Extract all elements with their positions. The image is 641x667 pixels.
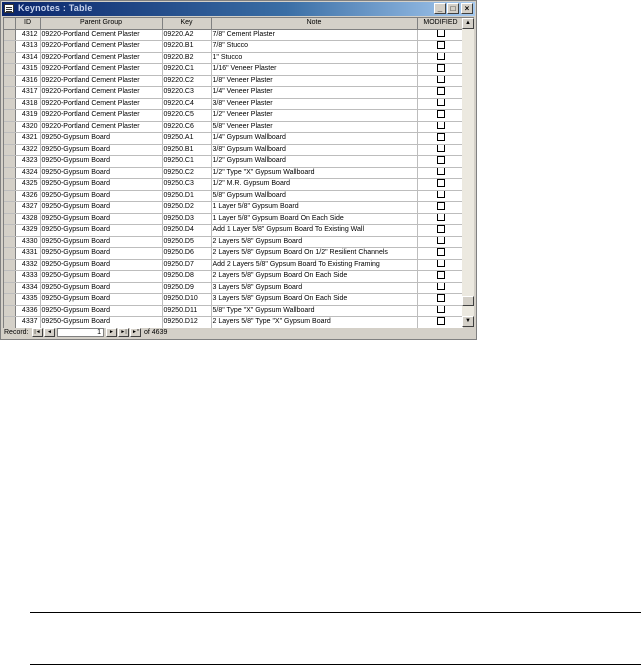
modified-checkbox[interactable] (437, 29, 445, 37)
cell-modified (417, 87, 463, 99)
row-selector[interactable] (4, 294, 15, 306)
row-selector[interactable] (4, 213, 15, 225)
cell-modified (417, 213, 463, 225)
cell-key[interactable]: 09220.B1 (162, 41, 211, 53)
cell-note[interactable]: 7/8" Cement Plaster (211, 29, 417, 41)
cell-modified (417, 110, 463, 122)
cell-note[interactable]: 1/2" Gypsum Wallboard (211, 156, 417, 168)
cell-parent-group[interactable]: 09250-Gypsum Board (40, 225, 162, 237)
cell-parent-group[interactable]: 09250-Gypsum Board (40, 305, 162, 317)
cell-modified (417, 236, 463, 248)
cell-id[interactable]: 4315 (15, 64, 40, 76)
minimize-button[interactable]: _ (434, 3, 446, 14)
modified-checkbox[interactable] (437, 305, 445, 313)
cell-parent-group[interactable]: 09220-Portland Cement Plaster (40, 75, 162, 87)
row-selector[interactable] (4, 110, 15, 122)
last-record-button[interactable]: ►| (118, 328, 129, 337)
modified-checkbox[interactable] (437, 110, 445, 118)
cell-id[interactable]: 4313 (15, 41, 40, 53)
cell-id[interactable]: 4320 (15, 121, 40, 133)
row-selector[interactable] (4, 133, 15, 145)
cell-modified (417, 259, 463, 271)
maximize-button[interactable]: □ (447, 3, 459, 14)
row-selector[interactable] (4, 29, 15, 41)
cell-note[interactable]: 1" Stucco (211, 52, 417, 64)
cell-modified (417, 64, 463, 76)
cell-key[interactable]: 09250.B1 (162, 144, 211, 156)
modified-checkbox[interactable] (437, 75, 445, 83)
cell-note[interactable]: 3 Layers 5/8" Gypsum Board On Each Side (211, 294, 417, 306)
modified-checkbox[interactable] (437, 236, 445, 244)
table-row[interactable] (4, 41, 463, 53)
modified-checkbox[interactable] (437, 282, 445, 290)
cell-note[interactable]: 1/16" Veneer Plaster (211, 64, 417, 76)
cell-key[interactable]: 09220.C3 (162, 87, 211, 99)
cell-modified (417, 156, 463, 168)
row-selector[interactable] (4, 75, 15, 87)
cell-note[interactable]: 3 Layers 5/8" Gypsum Board (211, 282, 417, 294)
previous-record-button[interactable]: ◄ (44, 328, 55, 337)
record-total: of 4639 (144, 329, 168, 336)
cell-id[interactable]: 4322 (15, 144, 40, 156)
cell-parent-group[interactable]: 09220-Portland Cement Plaster (40, 121, 162, 133)
row-selector[interactable] (4, 225, 15, 237)
cell-modified (417, 29, 463, 41)
cell-id[interactable]: 4318 (15, 98, 40, 110)
row-selector[interactable] (4, 98, 15, 110)
modified-checkbox[interactable] (437, 213, 445, 221)
modified-checkbox[interactable] (437, 225, 445, 233)
close-button[interactable]: × (461, 3, 473, 14)
row-selector[interactable] (4, 156, 15, 168)
cell-id[interactable]: 4334 (15, 282, 40, 294)
modified-checkbox[interactable] (437, 98, 445, 106)
cell-parent-group[interactable]: 09250-Gypsum Board (40, 294, 162, 306)
cell-id[interactable]: 4317 (15, 87, 40, 99)
table-row[interactable] (4, 271, 463, 283)
cell-key[interactable]: 09220.A2 (162, 29, 211, 41)
scroll-up-button[interactable]: ▲ (462, 18, 474, 29)
cell-note[interactable]: 1/2" Type "X" Gypsum Wallboard (211, 167, 417, 179)
column-header-key[interactable]: Key (162, 18, 211, 29)
cell-note[interactable]: 5/8" Veneer Plaster (211, 121, 417, 133)
table-row[interactable] (4, 305, 463, 317)
cell-id[interactable]: 4332 (15, 259, 40, 271)
cell-parent-group[interactable]: 09220-Portland Cement Plaster (40, 64, 162, 76)
cell-key[interactable]: 09220.B2 (162, 52, 211, 64)
cell-note[interactable]: 2 Layers 5/8" Gypsum Board On Each Side (211, 271, 417, 283)
row-selector[interactable] (4, 121, 15, 133)
cell-modified (417, 75, 463, 87)
table-row[interactable] (4, 156, 463, 168)
vertical-scrollbar[interactable] (462, 17, 474, 327)
table-row[interactable] (4, 87, 463, 99)
modified-checkbox[interactable] (437, 144, 445, 152)
cell-note[interactable]: 2 Layers 5/8" Gypsum Board (211, 236, 417, 248)
cell-modified (417, 317, 463, 329)
cell-key[interactable]: 09220.C4 (162, 98, 211, 110)
table-row[interactable] (4, 144, 463, 156)
cell-parent-group[interactable]: 09250-Gypsum Board (40, 202, 162, 214)
cell-parent-group[interactable]: 09250-Gypsum Board (40, 282, 162, 294)
cell-note[interactable]: 3/8" Veneer Plaster (211, 98, 417, 110)
cell-modified (417, 271, 463, 283)
table-row[interactable] (4, 213, 463, 225)
cell-id[interactable]: 4335 (15, 294, 40, 306)
modified-checkbox[interactable] (437, 179, 445, 187)
cell-id[interactable]: 4329 (15, 225, 40, 237)
modified-checkbox[interactable] (437, 259, 445, 267)
cell-modified (417, 167, 463, 179)
cell-parent-group[interactable]: 09220-Portland Cement Plaster (40, 110, 162, 122)
cell-note[interactable]: 1 Layer 5/8" Gypsum Board (211, 202, 417, 214)
row-selector[interactable] (4, 282, 15, 294)
cell-key[interactable]: 09250.A1 (162, 133, 211, 145)
cell-modified (417, 144, 463, 156)
cell-key[interactable]: 09250.C3 (162, 179, 211, 191)
cell-id[interactable]: 4330 (15, 236, 40, 248)
cell-key[interactable]: 09250.D12 (162, 317, 211, 329)
window-title: Keynotes : Table (18, 3, 93, 13)
table-row[interactable] (4, 64, 463, 76)
cell-id[interactable]: 4336 (15, 305, 40, 317)
table-row[interactable] (4, 282, 463, 294)
cell-modified (417, 133, 463, 145)
cell-note[interactable]: 3/8" Gypsum Wallboard (211, 144, 417, 156)
header-row (4, 18, 463, 29)
horizontal-rule (30, 664, 641, 665)
cell-modified (417, 190, 463, 202)
title-bar[interactable] (2, 2, 475, 16)
cell-key[interactable]: 09250.D11 (162, 305, 211, 317)
cell-id[interactable]: 4333 (15, 271, 40, 283)
row-selector[interactable] (4, 236, 15, 248)
record-number-input[interactable]: 1 (57, 328, 104, 337)
table-row[interactable] (4, 167, 463, 179)
cell-id[interactable]: 4312 (15, 29, 40, 41)
cell-parent-group[interactable]: 09220-Portland Cement Plaster (40, 29, 162, 41)
column-header-modified[interactable]: MODIFIED (417, 18, 463, 29)
horizontal-rule (30, 612, 641, 613)
modified-checkbox[interactable] (437, 64, 445, 72)
table-row[interactable] (4, 75, 463, 87)
cell-modified (417, 202, 463, 214)
table-row[interactable] (4, 179, 463, 191)
modified-checkbox[interactable] (437, 317, 445, 325)
cell-key[interactable]: 09250.C2 (162, 167, 211, 179)
cell-key[interactable]: 09250.D7 (162, 259, 211, 271)
next-record-button[interactable]: ► (106, 328, 117, 337)
cell-note[interactable]: 1/2" M.R. Gypsum Board (211, 179, 417, 191)
modified-checkbox[interactable] (437, 294, 445, 302)
cell-note[interactable]: Add 1 Layer 5/8" Gypsum Board To Existing Wall (211, 225, 417, 237)
row-selector[interactable] (4, 271, 15, 283)
row-selector[interactable] (4, 202, 15, 214)
table-row[interactable] (4, 294, 463, 306)
table-row[interactable] (4, 259, 463, 271)
cell-id[interactable]: 4324 (15, 167, 40, 179)
cell-parent-group[interactable]: 09250-Gypsum Board (40, 248, 162, 260)
table-row[interactable] (4, 29, 463, 41)
table-row[interactable] (4, 121, 463, 133)
cell-key[interactable]: 09220.C1 (162, 64, 211, 76)
cell-note[interactable]: 1/2" Veneer Plaster (211, 110, 417, 122)
cell-note[interactable]: 5/8" Type "X" Gypsum Wallboard (211, 305, 417, 317)
cell-modified (417, 98, 463, 110)
cell-parent-group[interactable]: 09250-Gypsum Board (40, 236, 162, 248)
modified-checkbox[interactable] (437, 41, 445, 49)
cell-key[interactable]: 09250.D3 (162, 213, 211, 225)
cell-parent-group[interactable]: 09250-Gypsum Board (40, 271, 162, 283)
row-selector[interactable] (4, 41, 15, 53)
cell-key[interactable]: 09250.D5 (162, 236, 211, 248)
cell-parent-group[interactable]: 09250-Gypsum Board (40, 190, 162, 202)
cell-parent-group[interactable]: 09220-Portland Cement Plaster (40, 98, 162, 110)
cell-key[interactable]: 09250.D10 (162, 294, 211, 306)
table-row[interactable] (4, 190, 463, 202)
cell-id[interactable]: 4331 (15, 248, 40, 260)
cell-note[interactable]: 1/4" Veneer Plaster (211, 87, 417, 99)
cell-modified (417, 248, 463, 260)
modified-checkbox[interactable] (437, 52, 445, 60)
cell-note[interactable]: 1 Layer 5/8" Gypsum Board On Each Side (211, 213, 417, 225)
record-navigation (3, 328, 473, 338)
cell-id[interactable]: 4321 (15, 133, 40, 145)
datasheet-grid (3, 17, 463, 328)
cell-note[interactable]: 1/4" Gypsum Wallboard (211, 133, 417, 145)
cell-key[interactable]: 09220.C5 (162, 110, 211, 122)
cell-parent-group[interactable]: 09250-Gypsum Board (40, 144, 162, 156)
row-selector[interactable] (4, 87, 15, 99)
cell-parent-group[interactable]: 09250-Gypsum Board (40, 133, 162, 145)
cell-modified (417, 121, 463, 133)
cell-note[interactable]: 7/8" Stucco (211, 41, 417, 53)
cell-note[interactable]: Add 2 Layers 5/8" Gypsum Board To Existing Framing (211, 259, 417, 271)
cell-key[interactable]: 09250.C1 (162, 156, 211, 168)
table-icon (4, 4, 14, 13)
modified-checkbox[interactable] (437, 156, 445, 164)
cell-id[interactable]: 4328 (15, 213, 40, 225)
cell-id[interactable]: 4337 (15, 317, 40, 329)
cell-parent-group[interactable]: 09250-Gypsum Board (40, 179, 162, 191)
cell-parent-group[interactable]: 09250-Gypsum Board (40, 213, 162, 225)
row-selector[interactable] (4, 248, 15, 260)
new-record-button[interactable]: ►* (130, 328, 141, 337)
cell-key[interactable]: 09250.D8 (162, 271, 211, 283)
table-row[interactable] (4, 110, 463, 122)
table-row[interactable] (4, 236, 463, 248)
table-row[interactable] (4, 202, 463, 214)
cell-modified (417, 41, 463, 53)
cell-parent-group[interactable]: 09220-Portland Cement Plaster (40, 52, 162, 64)
row-selector[interactable] (4, 64, 15, 76)
cell-id[interactable]: 4327 (15, 202, 40, 214)
cell-key[interactable]: 09250.D4 (162, 225, 211, 237)
row-selector[interactable] (4, 259, 15, 271)
cell-id[interactable]: 4314 (15, 52, 40, 64)
cell-id[interactable]: 4319 (15, 110, 40, 122)
cell-modified (417, 52, 463, 64)
cell-key[interactable]: 09220.C6 (162, 121, 211, 133)
row-selector[interactable] (4, 179, 15, 191)
cell-note[interactable]: 5/8" Gypsum Wallboard (211, 190, 417, 202)
cell-id[interactable]: 4326 (15, 190, 40, 202)
modified-checkbox[interactable] (437, 133, 445, 141)
table-row[interactable] (4, 248, 463, 260)
modified-checkbox[interactable] (437, 87, 445, 95)
datasheet-table (4, 18, 463, 328)
cell-parent-group[interactable]: 09250-Gypsum Board (40, 259, 162, 271)
cell-parent-group[interactable]: 09220-Portland Cement Plaster (40, 41, 162, 53)
table-row[interactable] (4, 225, 463, 237)
cell-parent-group[interactable]: 09250-Gypsum Board (40, 167, 162, 179)
record-label: Record: (4, 329, 29, 336)
modified-checkbox[interactable] (437, 121, 445, 129)
row-selector[interactable] (4, 317, 15, 329)
column-header-parent-group[interactable]: Parent Group (40, 18, 162, 29)
cell-parent-group[interactable]: 09250-Gypsum Board (40, 156, 162, 168)
cell-id[interactable]: 4325 (15, 179, 40, 191)
table-body (4, 29, 463, 328)
cell-modified (417, 282, 463, 294)
modified-checkbox[interactable] (437, 271, 445, 279)
modified-checkbox[interactable] (437, 167, 445, 175)
cell-key[interactable]: 09250.D9 (162, 282, 211, 294)
table-row[interactable] (4, 98, 463, 110)
cell-modified (417, 179, 463, 191)
modified-checkbox[interactable] (437, 202, 445, 210)
cell-key[interactable]: 09250.D2 (162, 202, 211, 214)
select-all-corner[interactable] (4, 18, 15, 29)
table-row[interactable] (4, 52, 463, 64)
column-header-id[interactable]: ID (15, 18, 40, 29)
cell-parent-group[interactable]: 09220-Portland Cement Plaster (40, 87, 162, 99)
row-selector[interactable] (4, 305, 15, 317)
modified-checkbox[interactable] (437, 190, 445, 198)
column-header-note[interactable]: Note (211, 18, 417, 29)
cell-note[interactable]: 1/8" Veneer Plaster (211, 75, 417, 87)
table-row[interactable] (4, 133, 463, 145)
first-record-button[interactable]: |◄ (32, 328, 43, 337)
row-selector[interactable] (4, 190, 15, 202)
cell-modified (417, 294, 463, 306)
table-row[interactable] (4, 317, 463, 329)
scroll-down-button[interactable]: ▼ (462, 316, 474, 327)
cell-id[interactable]: 4323 (15, 156, 40, 168)
row-selector[interactable] (4, 52, 15, 64)
cell-modified (417, 225, 463, 237)
cell-modified (417, 305, 463, 317)
cell-note[interactable]: 2 Layers 5/8" Type "X" Gypsum Board (211, 317, 417, 329)
row-selector[interactable] (4, 144, 15, 156)
cell-parent-group[interactable]: 09250-Gypsum Board (40, 317, 162, 329)
cell-note[interactable]: 2 Layers 5/8" Gypsum Board On 1/2" Resilient Channels (211, 248, 417, 260)
cell-key[interactable]: 09220.C2 (162, 75, 211, 87)
row-selector[interactable] (4, 167, 15, 179)
modified-checkbox[interactable] (437, 248, 445, 256)
cell-key[interactable]: 09250.D1 (162, 190, 211, 202)
scroll-thumb[interactable] (462, 296, 474, 306)
cell-id[interactable]: 4316 (15, 75, 40, 87)
cell-key[interactable]: 09250.D6 (162, 248, 211, 260)
